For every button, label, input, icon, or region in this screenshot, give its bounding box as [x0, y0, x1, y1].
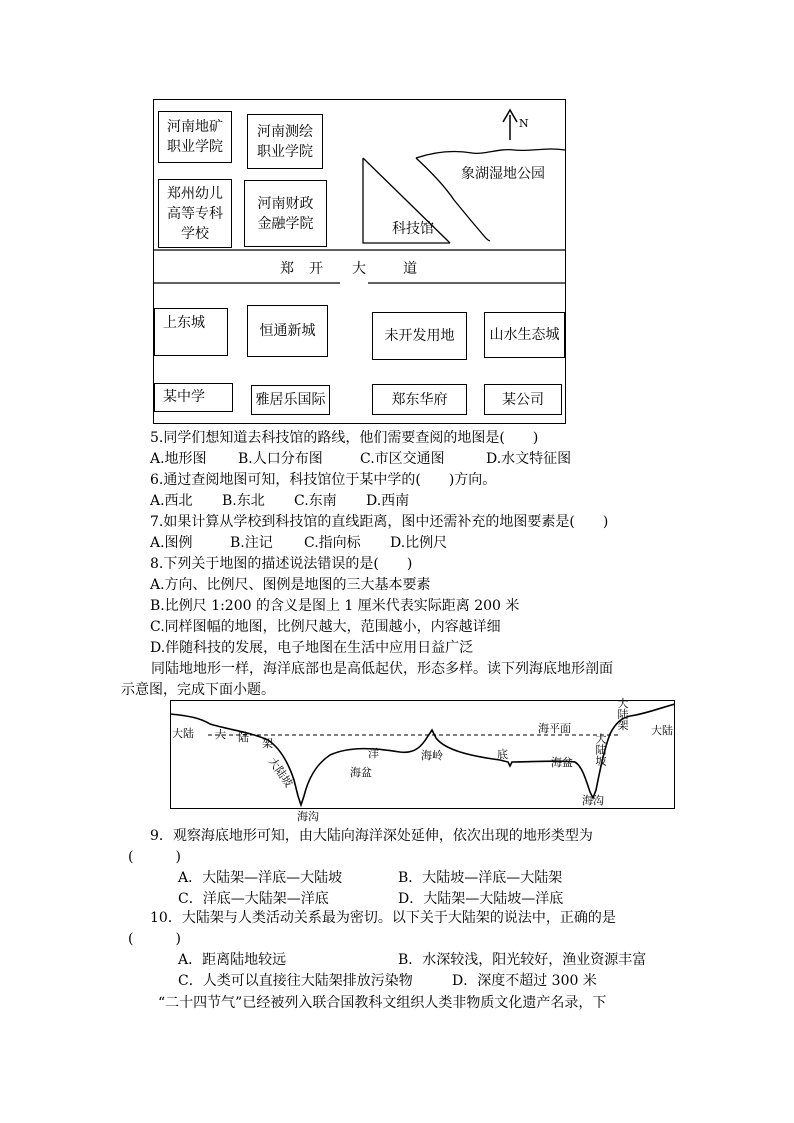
north-label: N — [519, 117, 529, 130]
question-9: 9．观察海底地形可知，由大陆向海洋深处延伸，依次出现的地形类型为 — [150, 828, 593, 844]
label-yang: 洋 — [368, 747, 379, 760]
label-haigou-left: 海沟 — [297, 810, 319, 823]
label-hailing: 海岭 — [421, 749, 443, 762]
question-8: 8.下列关于地图的描述说法错误的是( ) — [150, 556, 413, 572]
question-8-option-b: B.比例尺 1:200 的含义是图上 1 厘米代表实际距离 200 米 — [150, 598, 520, 614]
option: C.东南 — [294, 493, 337, 509]
block-text: 雅居乐国际 — [255, 392, 326, 408]
option: A．大陆架—洋底—大陆坡 — [178, 870, 343, 886]
intro-paragraph-solar-terms: “二十四节气”已经被列入联合国教科文组织人类非物质文化遗产名录，下 — [158, 995, 607, 1011]
option: B.人口分布图 — [238, 451, 323, 467]
map-block-hengtong — [247, 305, 328, 357]
label-haigou-right: 海沟 — [582, 794, 604, 807]
label-dalu-right: 大陆 — [651, 724, 673, 737]
option: D.西南 — [366, 493, 410, 509]
block-text: 职业学院 — [167, 139, 223, 155]
option: C.市区交通图 — [360, 451, 445, 467]
option: B．水深较浅，阳光较好，渔业资源丰富 — [398, 952, 647, 968]
question-10-options-row2 — [178, 971, 597, 992]
option: B．大陆坡—洋底—大陆架 — [398, 870, 563, 886]
label-haipen-left: 海盆 — [350, 766, 372, 779]
option: D.比例尺 — [390, 535, 448, 551]
block-text: 学校 — [181, 225, 209, 242]
option: C．人类可以直接往大陆架排放污染物 — [178, 973, 413, 989]
block-text: 河南测绘 — [257, 123, 313, 140]
option: B.东北 — [222, 493, 265, 509]
question-6-options — [150, 491, 409, 512]
block-text: 某中学 — [163, 389, 205, 405]
map-block-weikaifa — [372, 312, 467, 360]
option: A.图例 — [150, 535, 193, 551]
map-block-zhengdong — [372, 384, 467, 415]
block-text: 恒通新城 — [259, 323, 316, 339]
question-8-option-c: C.同样图幅的地图，比例尺越大，范围越小，内容越详细 — [150, 619, 501, 635]
block-text: 某公司 — [502, 391, 544, 408]
label-dalupo-left: 大陆坡 — [265, 755, 296, 790]
label-dalujia-jia: 架 — [262, 737, 273, 750]
label-sea-level: 海平面 — [538, 722, 571, 735]
map-block-yajule — [251, 385, 330, 415]
question-7-options — [150, 533, 447, 554]
block-text: 职业学院 — [257, 143, 313, 160]
question-5: 5.同学们想知道去科技馆的路线，他们需要查阅的地图是( ) — [150, 430, 539, 446]
block-text: 未开发用地 — [384, 328, 455, 344]
option: D．深度不超过 300 米 — [452, 973, 597, 989]
option: C.指向标 — [304, 535, 361, 551]
question-7: 7.如果计算从学校到科技馆的直线距离，图中还需补充的地图要素是( ) — [150, 514, 609, 530]
option: D.水文特征图 — [486, 451, 572, 467]
question-10-paren: ( ) — [128, 931, 181, 947]
label-dalupo-right: 大陆坡 — [594, 733, 607, 766]
option: C．洋底—大陆架—洋底 — [178, 891, 329, 907]
block-text: 山水生态城 — [489, 327, 560, 343]
label-dalujia-right: 大陆架 — [617, 697, 629, 732]
question-9-paren: ( ) — [128, 849, 181, 865]
seafloor-profile-figure — [170, 697, 675, 823]
road-char-2: 开 — [309, 261, 323, 277]
label-di: 底 — [497, 748, 508, 761]
label-dalujia-da: 大 — [215, 728, 226, 741]
label-dalu-left: 大陆 — [172, 727, 194, 740]
question-8-option-d: D.伴随科技的发展，电子地图在生活中应用日益广泛 — [150, 640, 474, 656]
map-block-mouzhongxue — [154, 383, 233, 412]
label-haipen-right: 海盆 — [551, 756, 573, 769]
option: B.注记 — [230, 535, 273, 551]
block-text: 河南财政 — [257, 195, 314, 212]
road-char-3: 大 — [352, 261, 366, 277]
option: A.地形图 — [150, 451, 207, 467]
map-block-shanshui — [484, 312, 565, 358]
question-9-options-row1 — [178, 868, 562, 889]
map-block-shangdongcheng — [154, 308, 228, 356]
road-char-1: 郑 — [280, 261, 294, 277]
question-6: 6.通过查阅地图可知，科技馆位于某中学的( )方向。 — [150, 472, 497, 488]
label-dalujia-lu: 陆 — [238, 731, 249, 744]
block-text: 金融学院 — [257, 215, 314, 232]
block-text: 河南地矿 — [167, 119, 223, 135]
question-9-options-row2 — [178, 889, 563, 910]
question-10: 10．大陆架与人类活动关系最为密切。以下关于大陆架的说法中，正确的是 — [150, 910, 616, 926]
block-text: 上东城 — [163, 315, 205, 331]
park-label: 象湖湿地公园 — [461, 166, 545, 182]
kejiguan-label: 科技馆 — [392, 221, 434, 237]
option: D．大陆架—大陆坡—洋底 — [398, 891, 564, 907]
intro-paragraph-line-2: 示意图，完成下面小题。 — [121, 682, 275, 698]
block-text: 郑东华府 — [391, 391, 448, 408]
road-char-4: 道 — [403, 261, 417, 277]
question-10-options-row1 — [178, 950, 646, 971]
question-8-option-a: A.方向、比例尺、图例是地图的三大基本要素 — [150, 577, 431, 593]
park-boundary — [416, 149, 565, 158]
question-5-options — [150, 449, 571, 470]
option: A．距离陆地较远 — [178, 952, 287, 968]
option: A.西北 — [150, 493, 193, 509]
block-text: 郑州幼儿 — [167, 185, 223, 202]
intro-paragraph-line-1: 同陆地地形一样，海洋底部也是高低起伏，形态多样。读下列海底地形剖面 — [151, 661, 613, 677]
map-block-mougongsi — [484, 384, 562, 415]
map-figure — [153, 99, 566, 424]
block-text: 高等专科 — [167, 205, 223, 222]
